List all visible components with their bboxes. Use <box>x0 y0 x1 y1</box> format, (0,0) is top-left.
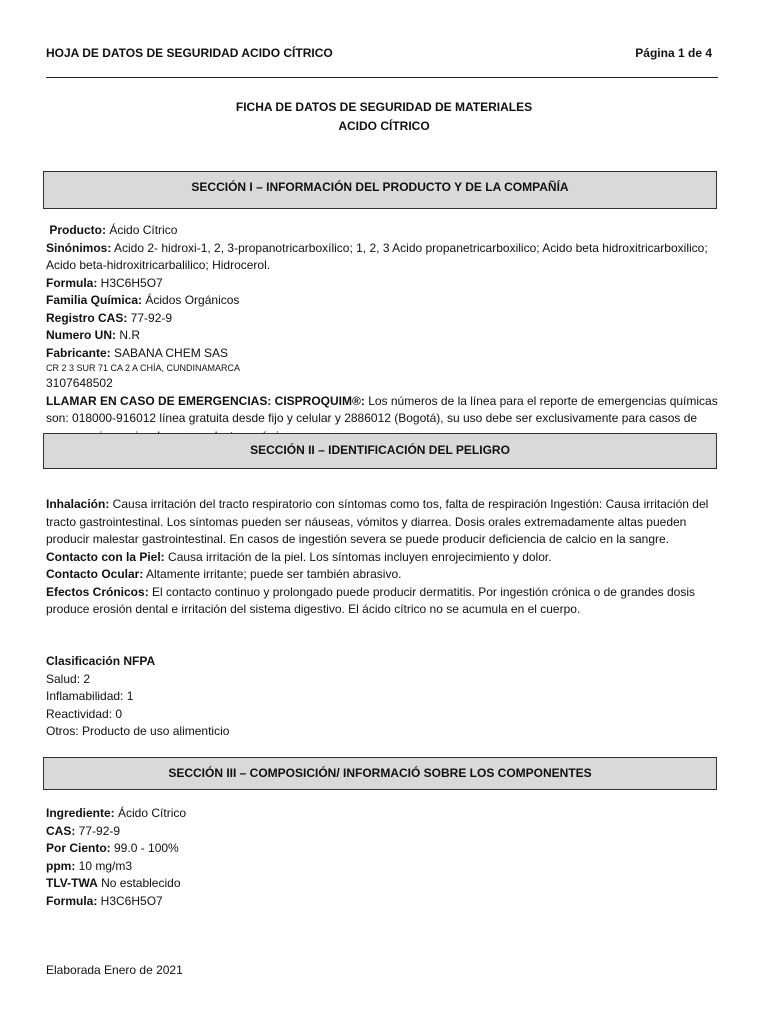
section-2-heading: SECCIÓN II – IDENTIFICACIÓN DEL PELIGRO <box>43 433 717 469</box>
document-title-line1: FICHA DE DATOS DE SEGURIDAD DE MATERIALES <box>235 100 533 114</box>
registro-label: Registro CAS: <box>46 310 128 325</box>
ingrediente-value: Ácido Cítrico <box>114 806 187 820</box>
cas-line <box>46 823 720 841</box>
numero-un-line <box>46 327 720 345</box>
inhalacion-label: Inhalación: <box>46 497 110 511</box>
ppm-label: ppm: <box>46 858 76 873</box>
producto-line <box>46 222 720 240</box>
nfpa-heading: Clasificación NFPA <box>46 654 156 668</box>
piel-line <box>46 549 720 567</box>
producto-value: Ácido Cítrico <box>106 223 178 237</box>
ingrediente-line <box>46 805 720 823</box>
footer <box>46 962 720 980</box>
section-3-heading: SECCIÓN III – COMPOSICIÓN/ INFORMACIÓ SOBRE LOS COMPONENTES <box>43 757 717 790</box>
nfpa-reactividad: Reactividad: 0 <box>46 706 123 721</box>
ocular-line <box>46 566 720 584</box>
inhalacion-line <box>46 496 720 549</box>
fabricante-line <box>46 345 720 363</box>
porciento-label: Por Ciento: <box>46 841 111 855</box>
registro-line <box>46 310 720 328</box>
formula-3-label: Formula: <box>46 893 98 908</box>
formula-3-line <box>46 893 720 911</box>
sinonimos-line <box>46 240 720 275</box>
tlv-line <box>46 875 720 893</box>
tlv-label: TLV-TWA <box>46 876 98 890</box>
emergencia-label: LLAMAR EN CASO DE EMERGENCIAS: CISPROQUIM®: <box>46 393 365 408</box>
formula-line <box>46 275 720 293</box>
piel-label: Contacto con la Piel: <box>46 549 165 564</box>
cronicos-value: El contacto continuo y prolongado puede producir dermatitis. Por ingestión crónica o de grandes dosis produce erosión dental e irritación del sistema digestivo. El ácido cítrico no se acumula en el cuerpo. <box>46 584 696 616</box>
familia-line <box>46 292 720 310</box>
header-title: HOJA DE DATOS DE SEGURIDAD ACIDO CÍTRICO <box>46 46 333 60</box>
header-divider <box>46 77 718 78</box>
section-1-content <box>46 222 720 445</box>
fabricante-value: SABANA CHEM SAS <box>110 345 229 360</box>
telefono: 3107648502 <box>46 376 113 390</box>
document-title <box>0 98 768 136</box>
formula-value: H3C6H5O7 <box>97 275 163 290</box>
registro-value: 77-92-9 <box>127 310 173 325</box>
familia-value: Ácidos Orgánicos <box>142 293 240 307</box>
producto-label: Producto: <box>49 223 107 237</box>
familia-label: Familia Química: <box>46 293 143 307</box>
nfpa-salud: Salud: 2 <box>46 671 91 686</box>
porciento-value: 99.0 - 100% <box>110 841 179 855</box>
ppm-value: 10 mg/m3 <box>75 858 133 873</box>
cas-label: CAS: <box>46 823 76 838</box>
fabricante-label: Fabricante: <box>46 345 111 360</box>
formula-3-value: H3C6H5O7 <box>97 893 163 908</box>
formula-label: Formula: <box>46 275 98 290</box>
ocular-label: Contacto Ocular: <box>46 567 144 581</box>
page-number: Página 1 de 4 <box>635 46 712 60</box>
numero-un-value: N.R <box>116 328 141 342</box>
cronicos-line <box>46 584 720 619</box>
page-header <box>46 46 712 64</box>
direccion: CR 2 3 SUR 71 CA 2 A CHÍA, CUNDINAMARCA <box>46 363 241 373</box>
inhalacion-value: Causa irritación del tracto respiratorio con síntomas como tos, falta de respiración Ingestión: Causa irritación del tracto gastrointestinal. Los síntomas pueden ser náuseas, vómitos y diarrea. Dosis orales extremadamente altas pueden producir malestar gastrointestinal. En casos de ingestión severa se puede producir deficiencia de calcio en la sangre. <box>46 497 709 546</box>
cronicos-label: Efectos Crónicos: <box>46 584 149 599</box>
ingrediente-label: Ingrediente: <box>46 806 115 820</box>
sinonimos-value: Acido 2- hidroxi-1, 2, 3-propanotricarboxílico; 1, 2, 3 Acido propanetricarboxilico; Acido beta hidroxitricarboxilico; Acido beta-hidroxitricarbalilico; Hidrocerol. <box>46 240 708 272</box>
elaborada-date: Elaborada Enero de 2021 <box>46 963 183 977</box>
ppm-line <box>46 858 720 876</box>
emergencia-value: Los números de la línea para el reporte de emergencias químicas son: 018000-916012 línea gratuita desde fijo y celular y 2886012 (Bogotá), su uso debe ser exclusivamente para casos de <box>46 393 718 425</box>
section-1-heading: SECCIÓN I – INFORMACIÓN DEL PRODUCTO Y DE LA COMPAÑÍA <box>43 171 717 209</box>
section-3-content <box>46 805 720 910</box>
document-title-line2: ACIDO CÍTRICO <box>338 119 430 133</box>
sinonimos-label: Sinónimos: <box>46 240 112 255</box>
numero-un-label: Numero UN: <box>46 328 117 342</box>
nfpa-classification <box>46 653 720 741</box>
porciento-line <box>46 840 720 858</box>
nfpa-otros: Otros: Producto de uso alimenticio <box>46 724 230 738</box>
cas-value: 77-92-9 <box>75 823 121 838</box>
ocular-value: Altamente irritante; puede ser también abrasivo. <box>143 567 402 581</box>
tlv-value: No establecido <box>97 876 181 890</box>
nfpa-inflamabilidad: Inflamabilidad: 1 <box>46 689 134 703</box>
piel-value: Causa irritación de la piel. Los síntomas incluyen enrojecimiento y dolor. <box>164 549 552 564</box>
section-2-content <box>46 496 720 619</box>
